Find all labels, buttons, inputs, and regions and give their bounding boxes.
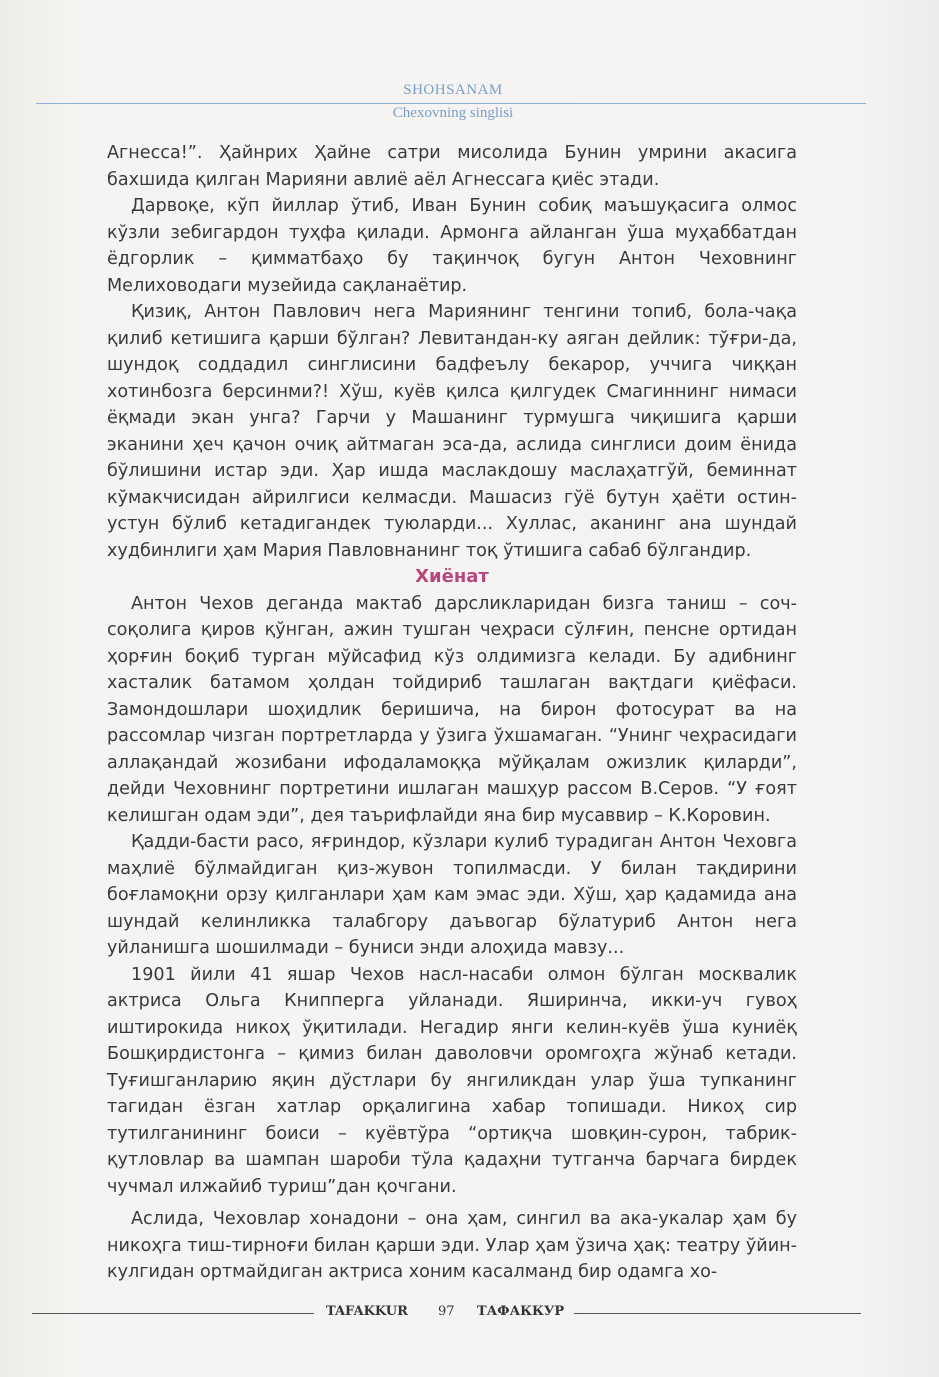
footer-journal-cyrillic: ТАФАККУР bbox=[477, 1304, 565, 1319]
paragraph: Аслида, Чеховлар хонадони – она ҳам, сингил ва ака-укалар ҳам бу никоҳга тиш-тирноғи билан қарши эди. Улар ҳам ўзича ҳақ: театру ўйин-кулгидан ортмайдиган актриса хоним касалманд бир одамга хо- bbox=[107, 1209, 797, 1282]
paragraph: Қизиқ, Антон Павлович нега Мариянинг тенгини топиб, бола-чақа қилиб кетишига қарши бўлган? Левитандан-ку аяган дейлик: тўғри-да, шундоқ соддадил синглисини бадфеълу бекарор, уччига чиққан хотинбозга берсинми?! Хўш, куёв қилса қилгудек Смагиннинг нимаси ёқмади экан унга? Гарчи у Машанинг турмушга чиқишига қарши эканини ҳеч қачон очиқ айтмаган эса-да, аслида синглиси доим ёнида бўлишини истар эди. Ҳар ишда маслакдошу маслаҳатгўй, беминнат кўмакчисидан айрилгиси келмасди. Машасиз гўё бутун ҳаёти остин-устун бўлиб кетадигандек туюларди... Хуллас, аканинг ана шундай худбинлиги ҳам Мария Павловнанинг тоқ ўтишига сабаб бўлгандир. bbox=[107, 302, 797, 561]
paragraph: Антон Чехов деганда мактаб дарсликларидан бизга таниш – соч-соқолига қиров қўнган, ажин тушган чеҳраси сўлғин, пенсне ортидан ҳорғин боқиб турган мўйсафид кўз олдимизга келади. Бу адибнинг хасталик батамом ҳолдан тойдириб ташлаган вақтдаги қиёфаси. Замондошлари шоҳидлик беришича, на бирон фотосурат ва на рассомлар чизган портретларда у ўзига ўхшамаган. “Унинг чеҳрасидаги аллақандай жозибани ифодаламоққа мўйқалам ожизлик қиларди”, дейди Чеховнинг портретини ишлаган машҳур рассом В.Серов. “У ғоят келишган одам эди”, дея таърифлайди яна бир мусаввир – К.Коровин. bbox=[107, 593, 797, 826]
journal-title: SHOHSANAM bbox=[403, 82, 503, 98]
header-rule bbox=[36, 103, 866, 104]
paragraph: Қадди-басти расо, яғриндор, кўзлари кулиб турадиган Антон Чеховга маҳлиё бўлмайдиган қиз-жувон топилмасди. У билан тақдирини боғламоқни орзу қилганлари ҳам кам эмас эди. Хўш, ҳар қадамида ана шундай келинликка талабгору даъвогар бўлатуриб Антон нега уйланишга шошилмади – буниси энди алоҳида мавзу... bbox=[107, 832, 797, 958]
footer-journal-latin: TAFAKKUR bbox=[326, 1304, 408, 1319]
footer-rule-right bbox=[574, 1313, 861, 1314]
footer-rule-left bbox=[32, 1313, 314, 1314]
paragraph: Агнесса!”. Ҳайнрих Ҳайне сатри мисолида Бунин умрини акасига бахшида қилган Марияни авлиё аёл Агнессага қиёс этади. bbox=[107, 143, 797, 190]
paragraph: 1901 йили 41 яшар Чехов насл-насаби олмон бўлган москвалик актриса Ольга Книпперга уйланади. Яширинча, икки-уч гувоҳ иштирокида никоҳ ўқитилади. Негадир янги келин-куёв ўша куниёқ Бошқирдистонга – қимиз билан даволовчи оромгоҳга жўнаб кетади. Туғишганларию яқин дўстлари бу янгиликдан улар ўша тупканинг тагидан ёзган хатлар орқалигина хабар топишади. Никоҳ сир тутилганининг боиси – куёвтўра “ортиқча шовқин-сурон, табрик-қутловлар ва шампан шароби тўла қадаҳни тутганча барчага бирдек чучмал илжайиб туриш”дан қочгани. bbox=[107, 964, 797, 1197]
article-body bbox=[107, 140, 797, 1286]
article-subtitle: Chexovning singlisi bbox=[392, 105, 514, 121]
paragraph: Дарвоқе, кўп йиллар ўтиб, Иван Бунин собиқ маъшуқасига олмос кўзли зебигардон туҳфа қилади. Армонга айланган ўша муҳаббатдан ёдгорлик – қимматбаҳо бу тақинчоқ бугун Антон Чеховнинг Мелиховодаги музейида сақланаётир. bbox=[107, 196, 797, 296]
section-heading: Хиёнат bbox=[415, 566, 489, 587]
page-number: 97 bbox=[438, 1304, 455, 1319]
running-footer bbox=[0, 1303, 939, 1323]
